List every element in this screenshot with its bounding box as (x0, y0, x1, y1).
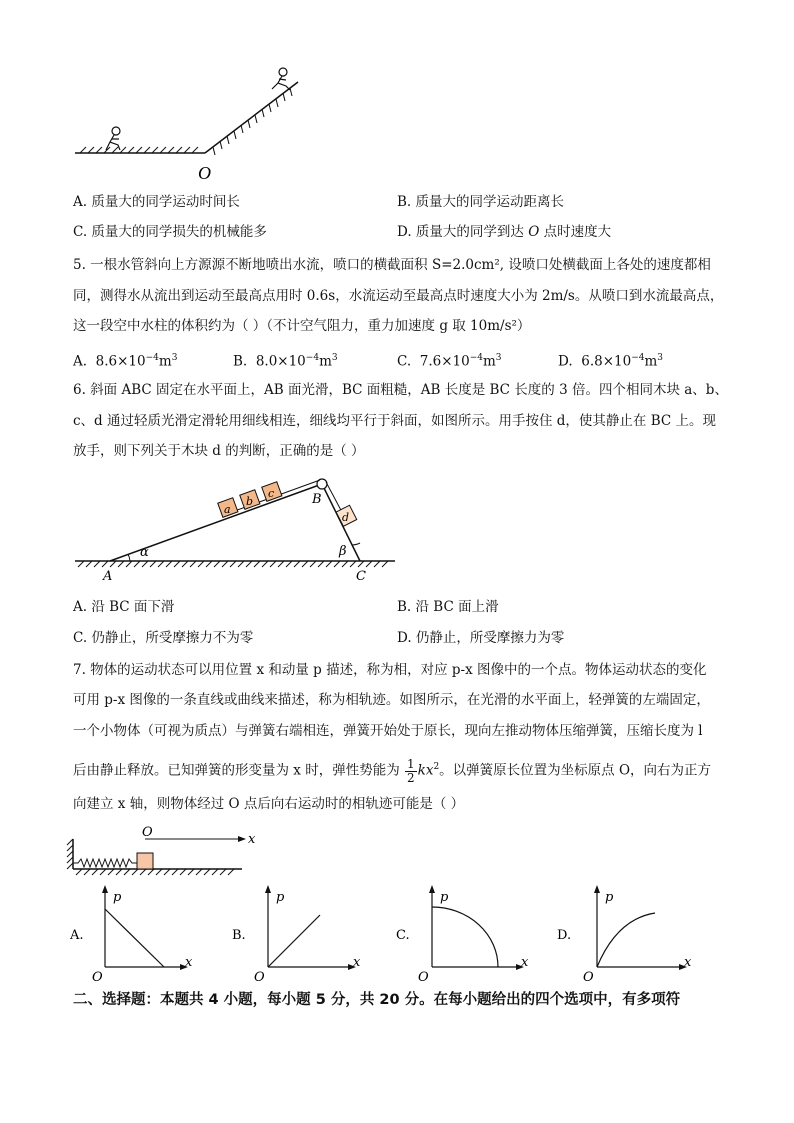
origin-label: O (92, 970, 103, 985)
option-letter: A. (73, 353, 88, 370)
graph-letter: D. (557, 928, 572, 943)
q5-line-3: 这一段空中水柱的体积约为（ ）（不计空气阻力，重力加速度 g 取 10m/s²） (73, 318, 531, 334)
q4-option-a[interactable]: A. 质量大的同学运动时间长 (73, 194, 240, 210)
axis-label-p: p (440, 890, 449, 905)
q6-option-b[interactable]: B. 沿 BC 面上滑 (397, 599, 499, 615)
q7-line-2: 可用 p-x 图像的一条直线或曲线来描述，称为相轨迹。如图所示，在光滑的水平面上，轻弹簧的左端固定， (73, 692, 710, 708)
q4-option-b[interactable]: B. 质量大的同学运动距离长 (397, 194, 565, 210)
q7-line-5: 向建立 x 轴，则物体经过 O 点后向右运动时的相轨迹可能是（ ） (73, 796, 465, 812)
q4-option-c[interactable]: C. 质量大的同学损失的机械能多 (73, 224, 267, 240)
axis-label-x: x (185, 955, 193, 970)
slide-figure (0, 0, 794, 200)
incline-hatch (213, 88, 292, 155)
q7-kx-exponent: 2 (433, 762, 440, 772)
vertex-label-A: A (103, 569, 113, 584)
point-label-O: O (198, 163, 211, 183)
graph-a[interactable] (70, 885, 210, 985)
q6-option-d[interactable]: D. 仍静止，所受摩擦力为零 (397, 630, 565, 646)
option-unit-exponent: 3 (657, 353, 664, 363)
option-unit: m (644, 353, 658, 370)
q5-option-b[interactable] (233, 348, 338, 372)
spring-figure (0, 825, 794, 885)
option-exponent: −4 (145, 353, 159, 363)
origin-label: O (418, 970, 429, 985)
option-exponent: −4 (631, 353, 645, 363)
q5-option-a[interactable] (73, 348, 177, 372)
vertex-label-B: B (312, 492, 322, 507)
q5-line-1: 5. 一根水管斜向上方源源不断地喷出水流，喷口的横截面积 S=2.0cm², 设喷口处横截面上各处的速度都相 (73, 257, 711, 273)
incline-blocks-figure (0, 470, 794, 610)
q7-line-3: 一个小物体（可视为质点）与弹簧右端相连，弹簧开始处于原长，现向左推动物体压缩弹簧，压缩长度为 l (73, 723, 703, 739)
graph-b[interactable] (232, 885, 372, 985)
axis-label-p: p (276, 890, 285, 905)
arrow-head (265, 885, 271, 893)
ground-hatch (80, 147, 198, 153)
option-unit-exponent: 3 (331, 353, 338, 363)
section-heading: 二、选择题：本题共 4 小题，每小题 5 分，共 20 分。在每小题给出的四个选项中，有多项符 (73, 992, 681, 1008)
trajectory (432, 907, 498, 967)
mass-block (137, 853, 153, 869)
option-unit: m (158, 353, 172, 370)
incline-line (205, 82, 298, 153)
axis-label-x: x (248, 832, 256, 847)
trajectory (105, 909, 164, 967)
q4-option-d-pre: D. 质量大的同学到达 (397, 224, 524, 240)
q5-option-d[interactable] (558, 348, 663, 372)
option-exponent: −4 (469, 353, 483, 363)
person-icon (272, 68, 290, 90)
option-unit-exponent: 3 (495, 353, 502, 363)
axis-label-x: x (353, 955, 361, 970)
trajectory (268, 915, 320, 967)
q6-line-2: c、d 通过轻质光滑定滑轮用细线相连，细线均平行于斜面，如图所示。用手按住 d，使其静止在 BC 上。现 (73, 413, 717, 429)
trajectory (597, 913, 655, 967)
block-label-d: d (342, 511, 350, 524)
fraction-numerator: 1 (407, 756, 415, 771)
origin-label: O (142, 825, 153, 840)
fraction-denominator: 2 (407, 770, 415, 785)
angle-beta-label: β (339, 544, 347, 559)
vertex-label-C: C (356, 569, 366, 584)
angle-alpha-label: α (140, 545, 149, 560)
arrow-head (238, 836, 246, 842)
origin-label: O (583, 970, 594, 985)
axis-label-p: p (605, 890, 614, 905)
q4-option-d[interactable] (397, 222, 611, 242)
angle-alpha-arc (128, 554, 130, 561)
person-icon (106, 127, 120, 150)
q6-line-3: 放手，则下列关于木块 d 的判断，正确的是（ ） (73, 443, 365, 459)
q4-option-d-post: 点时速度大 (543, 224, 612, 240)
graph-d[interactable] (557, 885, 697, 985)
q5-option-c[interactable] (397, 348, 502, 372)
q7-line-4-post: 。以弹簧原长位置为坐标原点 O，向右为正方 (439, 762, 712, 779)
arrow-head (429, 885, 435, 893)
block-label-c: c (268, 487, 275, 500)
arrow-head (102, 885, 108, 893)
graph-letter: B. (232, 928, 246, 943)
option-unit: m (319, 353, 332, 370)
q6-option-c[interactable]: C. 仍静止，所受摩擦力不为零 (73, 630, 254, 646)
option-exponent: −4 (305, 353, 320, 363)
option-mantissa: 7.6×10 (419, 353, 470, 370)
q7-line-1: 7. 物体的运动状态可以用位置 x 和动量 p 描述，称为相，对应 p-x 图像中的一个点。物体运动状态的变化 (73, 662, 707, 678)
option-letter: B. (233, 353, 248, 370)
ground-hatch (78, 561, 388, 567)
block-label-b: b (246, 495, 254, 508)
graph-c[interactable] (396, 885, 536, 985)
axis-label-p: p (113, 890, 122, 905)
option-letter: D. (558, 353, 573, 370)
q5-line-2: 同，测得水从流出到运动至最高点用时 0.6s，水流运动至最高点时速度大小为 2m/s。从喷口到水流最高点， (73, 288, 724, 304)
angle-beta-arc (352, 543, 360, 545)
option-mantissa: 8.6×10 (95, 353, 146, 370)
option-unit-exponent: 3 (171, 353, 178, 363)
axis-label-x: x (684, 955, 692, 970)
q6-line-1: 6. 斜面 ABC 固定在水平面上，AB 面光滑，BC 面粗糙，AB 长度是 BC 长度的 3 倍。四个相同木块 a、b、 (73, 382, 728, 398)
q7-kx: kx (417, 762, 434, 779)
floor-hatch (76, 869, 234, 875)
option-mantissa: 6.8×10 (581, 353, 632, 370)
fraction (405, 758, 417, 785)
q7-line-4 (73, 757, 711, 785)
block-label-a: a (224, 503, 231, 516)
origin-label: O (254, 970, 265, 985)
q4-option-d-var: O (528, 224, 540, 240)
spring (73, 859, 137, 867)
q6-option-a[interactable]: A. 沿 BC 面下滑 (73, 599, 175, 615)
graph-letter: C. (396, 928, 410, 943)
graph-letter: A. (70, 928, 84, 943)
option-letter: C. (397, 353, 412, 370)
option-unit: m (482, 353, 496, 370)
arrow-head (594, 885, 600, 893)
axis-label-x: x (521, 955, 529, 970)
q7-line-4-pre: 后由静止释放。已知弹簧的形变量为 x 时，弹性势能为 (73, 762, 400, 779)
wall-hatch (67, 839, 73, 869)
option-mantissa: 8.0×10 (255, 353, 306, 370)
